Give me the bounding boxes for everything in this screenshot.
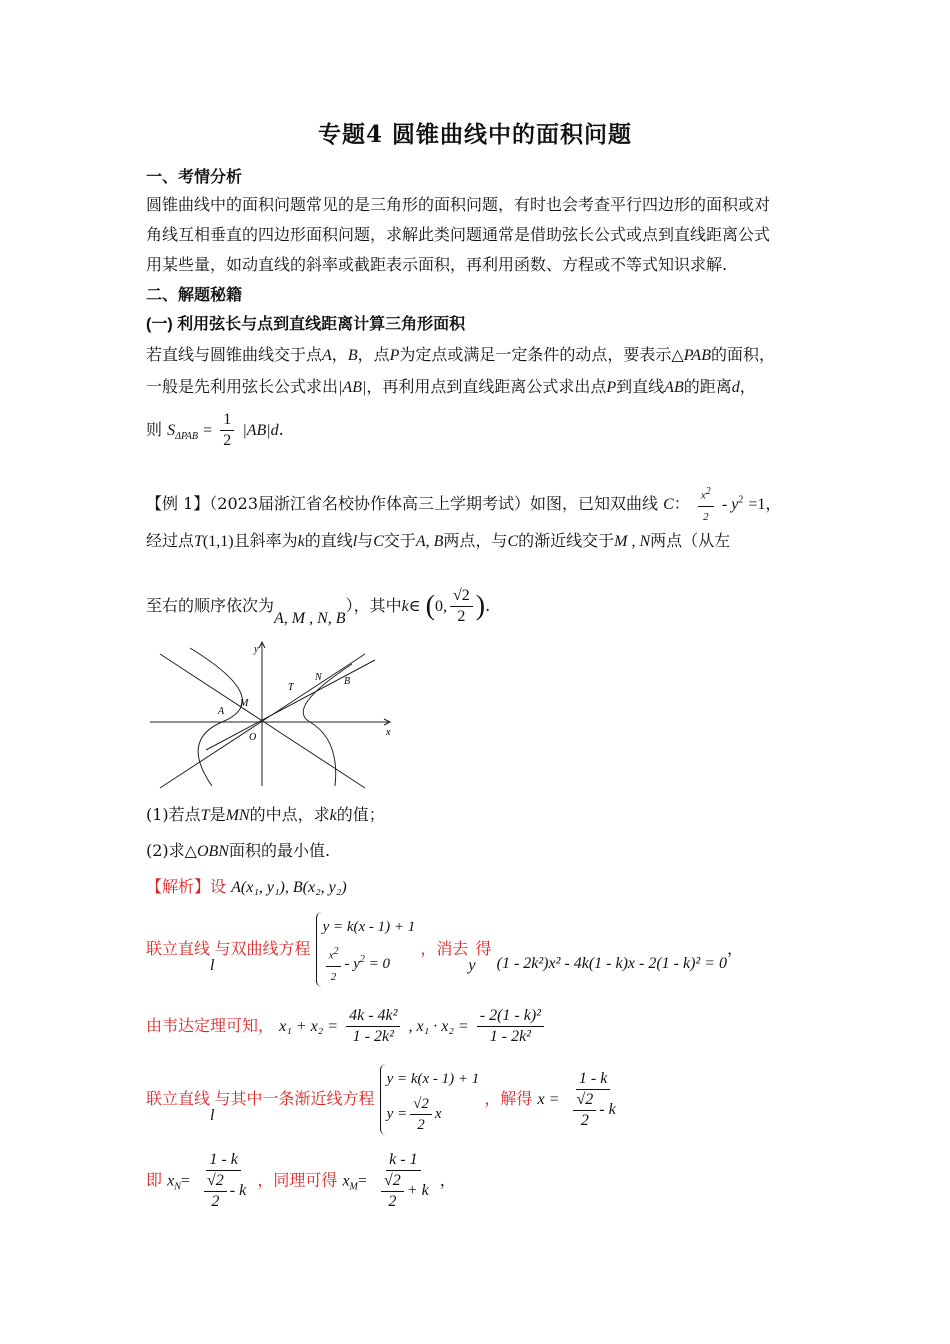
- section-heading-analysis: 一、考情分析: [146, 167, 243, 186]
- example-1-line-3: 至右的顺序依次为A, M , N, B），其中k∈ (0, $\frac{√2}{2}$ ).: [146, 587, 491, 627]
- label-B: B: [344, 676, 351, 687]
- label-T: T: [288, 682, 294, 693]
- subsection-heading: (一) 利用弦长与点到直线距离计算三角形面积: [146, 316, 466, 333]
- solution-xn-xm: 即 $x_N=$ 1 - k $\frac{√2}{2}$ - k ，同理可得 $x_M=$ k - 1 $\frac{√2}{2}$ + k ，: [146, 1151, 456, 1210]
- label-M: M: [240, 698, 249, 709]
- question-1: (1)若点T是MN的中点，求k的值；: [146, 805, 385, 824]
- label-A: A: [218, 706, 225, 717]
- example-1-line-2: 经过点T(1,1)且斜率为k的直线l与C交于A, B两点，与C的渐近线交于M , N两点（从左: [146, 531, 731, 550]
- vieta-formula: 由韦达定理可知， x₁ + x₂ = $\frac{\text{4k - 4k²}}{\text{1 - 2k²}}$ , x₁ · x₂ = $\frac{\text{- 2(1 - k)²}}{\text{1 - 2k²}}$: [146, 1006, 547, 1047]
- label-x: x: [386, 727, 391, 738]
- method-line-2: 一般是先利用弦长公式求出|AB|，再利用点到直线距离公式求出点P到直线AB的距离d，: [146, 377, 756, 396]
- paragraph-line: 角线互相垂直的四边形面积问题，求解此类问题通常是借助弦长公式或点到直线距离公式: [146, 225, 771, 244]
- solution-system-2: 联立直线l与其中一条渐近线方程 y = k(x - 1) + 1 y = $\frac{√2}{2}$ x ，解得 x = 1 - k $\frac{√2}{2}$ - k: [146, 1064, 622, 1135]
- paragraph-line: 圆锥曲线中的面积问题常见的是三角形的面积问题，有时也会考查平行四边形的面积或对: [146, 195, 771, 214]
- left-branch: [190, 648, 242, 786]
- example-1-line-1: 【例 1】（2023届浙江省名校协作体高三上学期考试）如图，已知双曲线 C： $\frac{x^2}{2}$ - $y^2 =1$，: [146, 482, 781, 527]
- label-y: y: [254, 644, 259, 655]
- page-title: 专题4 圆锥曲线中的面积问题: [317, 121, 632, 148]
- label-O: O: [249, 732, 257, 743]
- method-line-1: 若直线与圆锥曲线交于点A，B，点P为定点或满足一定条件的动点，要表示△PAB的面积，: [146, 345, 775, 364]
- paragraph-line: 用某些量，如动直线的斜率或截距表示面积，再利用函数、方程或不等式知识求解.: [146, 255, 728, 274]
- section-heading-methods: 二、解题秘籍: [146, 285, 243, 304]
- line-l: [206, 660, 375, 750]
- solution-start: 【解析】设 A(x₁, y₁), B(x₂, y₂): [146, 877, 347, 896]
- question-2: (2)求△OBN面积的最小值.: [146, 841, 331, 860]
- solution-system-1: 联立直线l与双曲线方程 y = k(x - 1) + 1 $\frac{x^2}{2}$ - $y^2 = 0$ ，消去y得 (1 - 2k²)x² - 4k(1 - k)x - 2(1 - k)² = 0，: [146, 912, 743, 987]
- label-N: N: [315, 672, 322, 683]
- hyperbola-figure: [150, 640, 410, 790]
- area-formula: 则 $S_{\Delta PAB}$ = $\frac{1}{2}$ |AB|d.: [146, 411, 284, 449]
